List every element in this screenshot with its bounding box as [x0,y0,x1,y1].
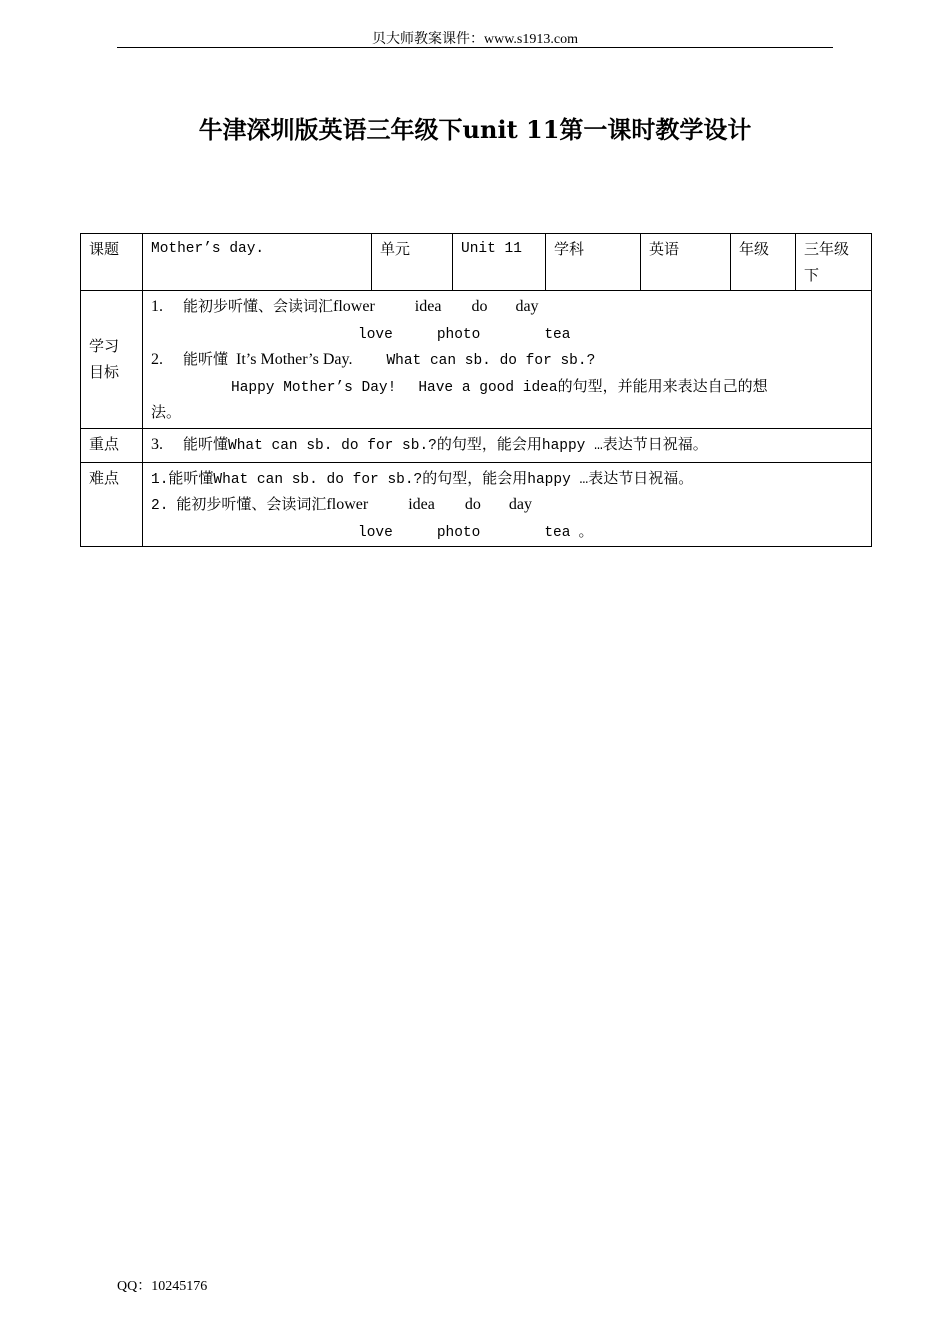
sentence-pattern: What can sb. do for sb.? [213,471,423,488]
topic-value: Mother’s day. [143,234,372,291]
unit-label: 单元 [372,234,453,291]
vocab-word: tea [544,326,571,343]
vocab-word: do [464,496,481,513]
difficulty-number: 2. [151,498,169,514]
table-row-basic-info [81,234,872,291]
topic-label: 课题 [81,234,143,291]
vocab-word: day [508,496,532,513]
difficulties-label: 难点 [81,462,143,547]
key-point-number: 3. [151,435,163,453]
objective-text: 能听懂 [183,350,229,368]
unit-value: Unit 11 [453,234,546,291]
phrase: Happy Mother’s Day! [231,379,397,396]
vocab-word: flower [326,496,369,513]
objective-text: 能初步听懂、会读词汇 [183,297,334,315]
difficulty-line-2 [151,491,863,518]
objectives-content [143,291,872,429]
page-header: 贝大师教案课件：www.s1913.com [372,32,578,47]
sentence: It’s Mother’s Day. [236,351,353,368]
lesson-plan-table [80,233,872,547]
table-row-difficulties [81,462,872,547]
objective-number: 2. [151,351,163,368]
happy-phrase: happy … [527,471,589,488]
subject-label: 学科 [546,234,641,291]
vocab-word: tea [544,524,571,541]
difficulties-content [143,462,872,547]
header-divider [117,47,833,48]
grade-value: 三年级下 [796,234,872,291]
objective-line-2 [151,346,863,373]
objective-line-1b [151,320,863,347]
vocab-word: love [358,524,393,541]
difficulty-text: 能初步听懂、会读词汇 [176,495,327,513]
objectives-label-text: 学习目标 [89,337,120,382]
table-row-key-points [81,428,872,462]
key-point-line [151,431,863,458]
difficulty-line-1 [151,465,863,492]
vocab-word: idea [408,496,435,513]
objective-line-1 [151,293,863,320]
vocab-word: do [471,298,488,315]
page-footer: QQ：10245176 [117,1279,208,1294]
document-title: 牛津深圳版英语三年级下unit 11第一课时教学设计 [198,115,752,144]
difficulty-text: 的句型，能会用 [422,468,528,487]
vocab-word: flower [333,298,375,315]
end-punctuation: 。 [578,521,594,540]
vocab-word: love [358,326,393,343]
key-points-label: 重点 [81,428,143,462]
objectives-label [81,291,143,429]
table-row-objectives [81,291,872,429]
objective-line-3 [151,373,863,400]
difficulty-number: 1. [151,471,169,488]
objective-text: 的句型，并能用来表达自己的想 [557,376,768,395]
grade-label: 年级 [731,234,796,291]
key-points-content [143,428,872,462]
subject-value: 英语 [641,234,731,291]
key-point-text: 的句型，能会用 [436,434,542,453]
difficulty-text: 表达节日祝福。 [588,468,694,487]
happy-phrase: happy … [541,437,603,454]
vocab-word: photo [436,326,481,343]
key-point-text: 表达节日祝福。 [602,434,708,453]
vocab-word: idea [414,298,442,315]
key-point-text: 能听懂 [183,434,229,453]
sentence-pattern: What can sb. do for sb.? [386,353,596,369]
objective-number: 1. [151,298,163,315]
phrase: Have a good idea [418,379,558,396]
vocab-word: day [515,298,539,315]
vocab-word: photo [436,524,481,541]
difficulty-line-3 [151,518,863,545]
difficulty-text: 能听懂 [168,468,214,487]
sentence-pattern: What can sb. do for sb.? [228,437,437,454]
objective-line-4: 法。 [151,403,182,421]
